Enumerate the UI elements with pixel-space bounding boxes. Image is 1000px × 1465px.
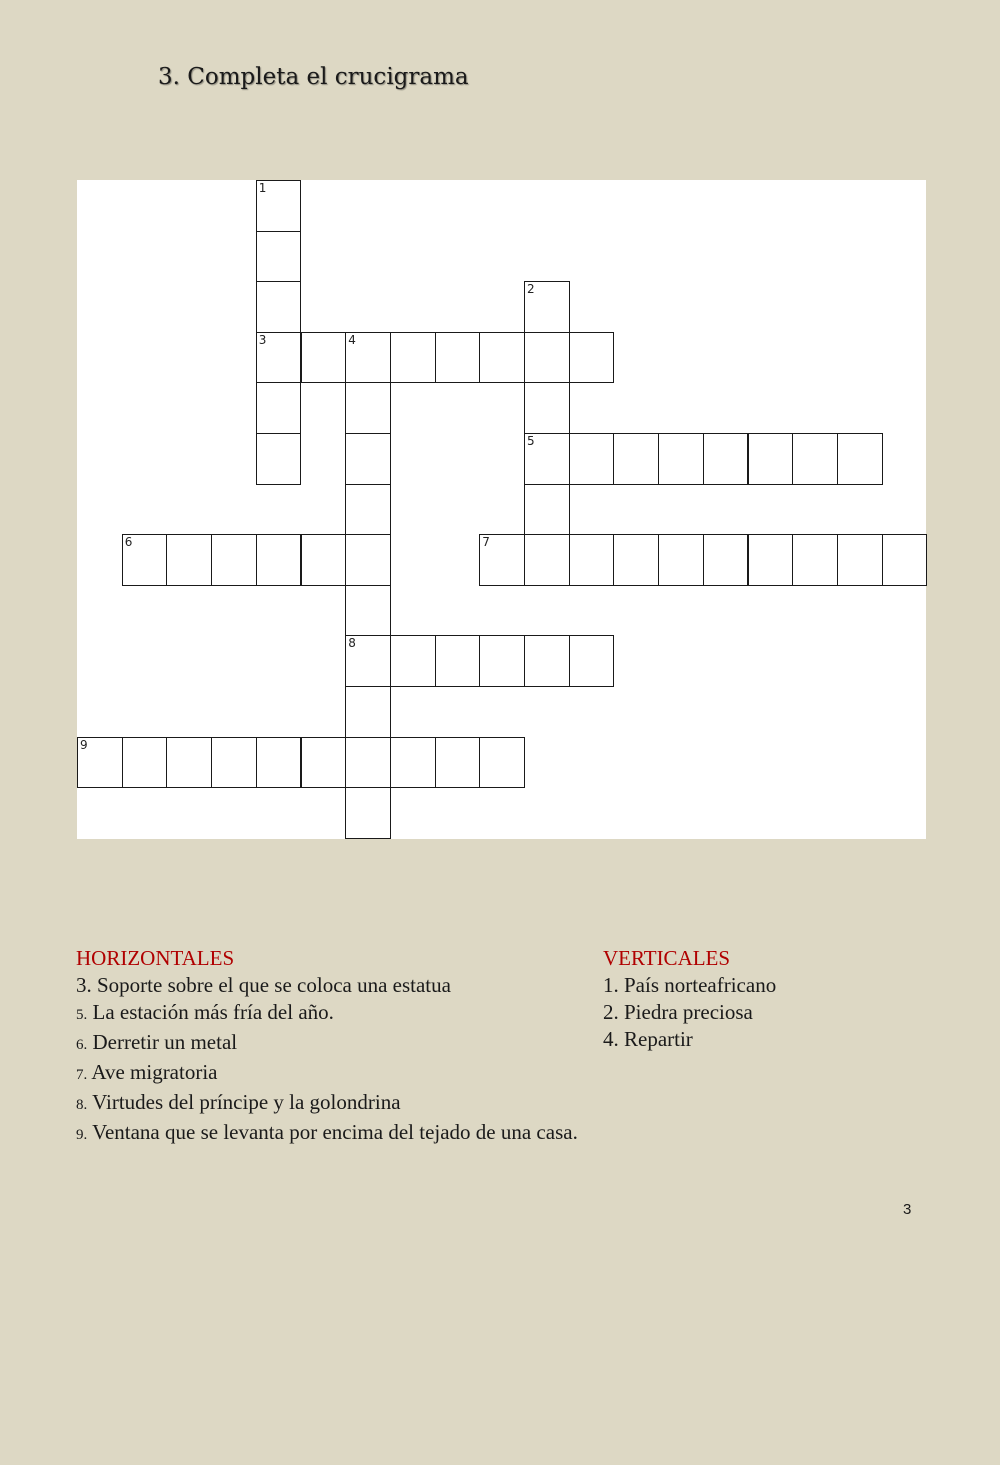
exercise-title: 3. Completa el crucigrama (158, 64, 469, 90)
crossword-cell[interactable] (345, 686, 391, 738)
crossword-cell[interactable] (524, 382, 570, 434)
crossword-cell[interactable] (390, 635, 436, 687)
clue-item (603, 1026, 776, 1053)
crossword-cell[interactable] (345, 635, 391, 687)
crossword-cell[interactable] (703, 433, 749, 485)
clue-item (76, 1029, 578, 1059)
clue-item (603, 999, 776, 1026)
clue-item-number: 8. (76, 1097, 88, 1113)
crossword-cell[interactable] (569, 534, 615, 586)
crossword-cell[interactable] (256, 534, 302, 586)
crossword-cell[interactable] (837, 534, 883, 586)
crossword-cell[interactable] (748, 433, 794, 485)
crossword-cell[interactable] (256, 433, 302, 485)
clue-number: 2 (527, 282, 535, 297)
crossword-cell[interactable] (345, 585, 391, 637)
crossword-cell[interactable] (569, 332, 615, 384)
crossword-cell[interactable] (435, 737, 481, 789)
crossword-cell[interactable] (256, 737, 302, 789)
crossword-cell[interactable] (256, 231, 302, 283)
crossword-cell[interactable] (301, 737, 347, 789)
clue-item-number: 9. (76, 1127, 88, 1143)
clue-item-text: Ave migratoria (87, 1060, 218, 1084)
clue-item-text: La estación más fría del año. (87, 1000, 334, 1024)
crossword-cell[interactable] (345, 433, 391, 485)
crossword-cell[interactable] (256, 382, 302, 434)
crossword-cell[interactable] (211, 737, 257, 789)
crossword-cell[interactable] (122, 534, 168, 586)
crossword-cell[interactable] (748, 534, 794, 586)
crossword-cell[interactable] (301, 534, 347, 586)
crossword-cell[interactable] (479, 534, 525, 586)
crossword-cell[interactable] (479, 737, 525, 789)
clue-item (76, 1119, 578, 1149)
clue-item-text: País norteafricano (618, 973, 777, 997)
crossword-cell[interactable] (524, 534, 570, 586)
clue-item-text: Repartir (618, 1027, 693, 1051)
clue-item-number: 1. (603, 973, 619, 997)
crossword-cell[interactable] (792, 433, 838, 485)
clue-item-number: 7. (76, 1067, 88, 1083)
crossword-cell[interactable] (166, 534, 212, 586)
crossword-cell[interactable] (479, 635, 525, 687)
clue-item-text: Soporte sobre el que se coloca una estatua (91, 973, 451, 997)
clue-item (76, 972, 578, 999)
crossword-cell[interactable] (479, 332, 525, 384)
clue-item-number: 2. (603, 1000, 619, 1024)
crossword-cell[interactable] (211, 534, 257, 586)
clue-item-number: 6. (76, 1037, 88, 1053)
clue-number: 6 (124, 535, 133, 550)
crossword-cell[interactable] (435, 635, 481, 687)
clue-number: 3 (258, 332, 267, 347)
crossword-cell[interactable] (703, 534, 749, 586)
clue-item-number: 4. (603, 1027, 619, 1051)
crossword-cell[interactable] (122, 737, 168, 789)
crossword-cell[interactable] (524, 635, 570, 687)
crossword-cell[interactable] (837, 433, 883, 485)
crossword-cell[interactable] (77, 737, 123, 789)
crossword-cell[interactable] (524, 332, 570, 384)
crossword-cell[interactable] (658, 534, 704, 586)
clue-item (76, 999, 578, 1029)
crossword-cell[interactable] (524, 484, 570, 536)
clue-item (76, 1059, 578, 1089)
crossword-cell[interactable] (882, 534, 928, 586)
crossword-cell[interactable] (166, 737, 212, 789)
horizontal-heading: HORIZONTALES (76, 946, 235, 970)
crossword-cell[interactable] (524, 433, 570, 485)
crossword-cell[interactable] (390, 737, 436, 789)
clue-item-text: Ventana que se levanta por encima del tejado de una casa. (87, 1120, 578, 1144)
clue-item-text: Derretir un metal (87, 1030, 238, 1054)
clue-number: 5 (527, 434, 535, 448)
clue-item (603, 972, 776, 999)
vertical-clues (603, 945, 776, 1053)
page-number: 3 (903, 1201, 912, 1218)
clue-number: 9 (80, 737, 88, 752)
crossword-cell[interactable] (390, 332, 436, 384)
clue-number: 4 (348, 332, 356, 347)
horizontal-clues (76, 945, 578, 1149)
clue-item-number: 5. (76, 1007, 88, 1023)
clue-number: 8 (348, 636, 356, 651)
crossword-cell[interactable] (345, 534, 391, 586)
crossword-cell[interactable] (435, 332, 481, 384)
crossword-cell[interactable] (345, 787, 391, 839)
clue-number: 1 (258, 181, 267, 195)
crossword-cell[interactable] (256, 281, 302, 333)
vertical-heading: VERTICALES (603, 946, 731, 970)
crossword-cell[interactable] (658, 433, 704, 485)
crossword-grid (77, 180, 926, 839)
clue-item-text: Piedra preciosa (618, 1000, 753, 1024)
crossword-cell[interactable] (345, 382, 391, 434)
clue-item-number: 3. (76, 973, 92, 997)
crossword-cell[interactable] (569, 635, 615, 687)
crossword-cell[interactable] (613, 433, 659, 485)
crossword-cell[interactable] (301, 332, 347, 384)
crossword-cell[interactable] (256, 180, 302, 232)
crossword-cell[interactable] (345, 737, 391, 789)
crossword-cell[interactable] (569, 433, 615, 485)
crossword-cell[interactable] (345, 484, 391, 536)
crossword-cell[interactable] (613, 534, 659, 586)
crossword-cell[interactable] (792, 534, 838, 586)
clue-item (76, 1089, 578, 1119)
crossword-cell[interactable] (524, 281, 570, 333)
clue-item-text: Virtudes del príncipe y la golondrina (87, 1090, 401, 1114)
clue-number: 7 (482, 535, 490, 550)
crossword-cell[interactable] (256, 332, 302, 384)
crossword-cell[interactable] (345, 332, 391, 384)
